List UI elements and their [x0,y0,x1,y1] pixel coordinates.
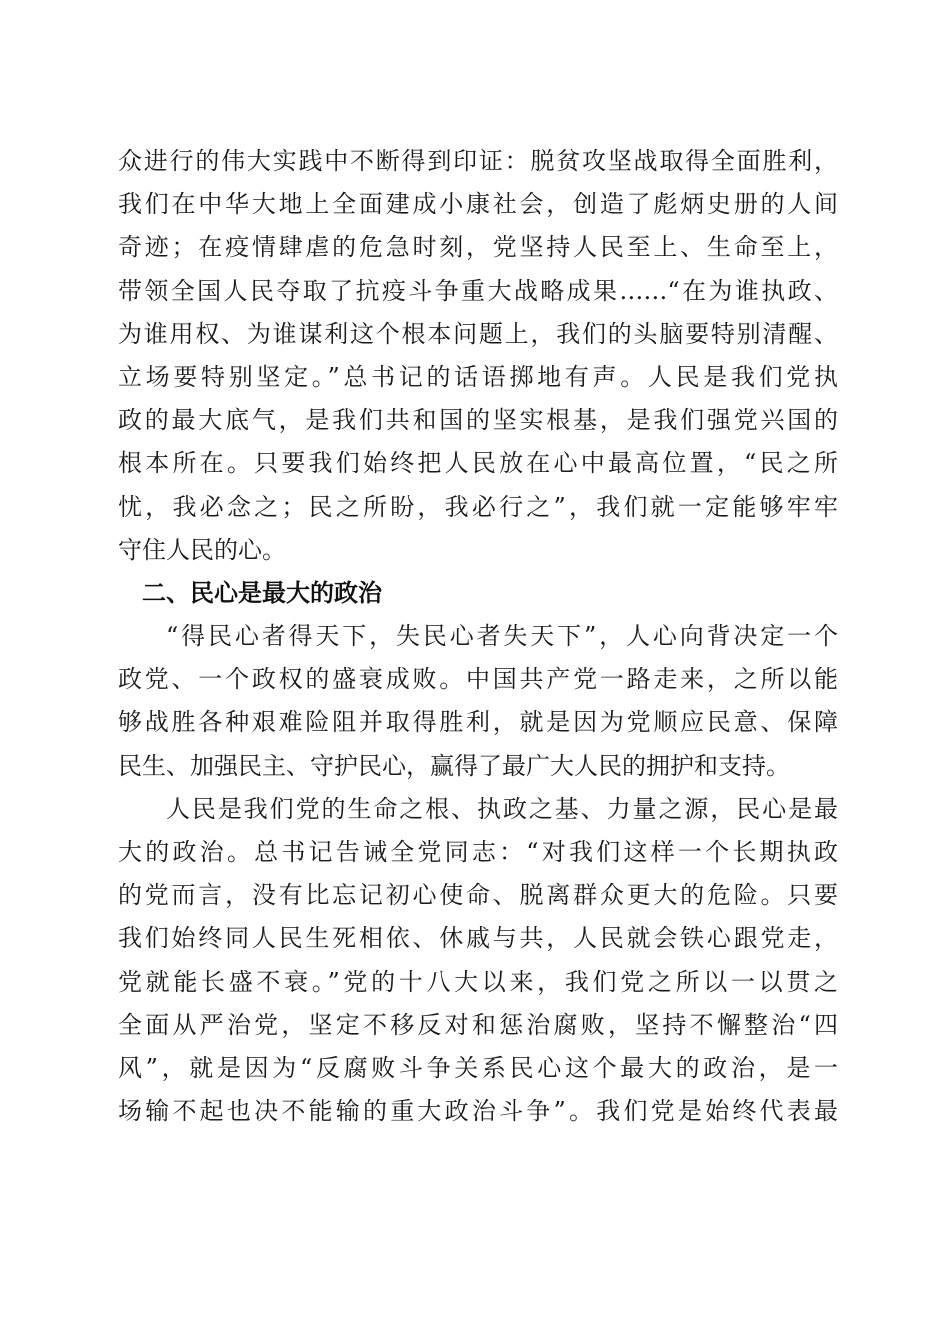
text-line: 立场要特别坚定。”总书记的话语掷地有声。人民是我们党执 [118,362,838,391]
text-line: 我们始终同人民生死相依、休戚与共，人民就会铁心跟党走， [118,924,838,953]
text-line: 带领全国人民夺取了抗疫斗争重大战略成果……“在为谁执政、 [118,276,838,305]
text-line: 场输不起也决不能输的重大政治斗争”。我们党是始终代表最 [118,1097,838,1126]
text-line: 政党、一个政权的盛衰成败。中国共产党一路走来，之所以能 [118,665,838,694]
text-line: 民生、加强民主、守护民心，赢得了最广大人民的拥护和支持。 [118,751,790,780]
paragraph-2 [118,615,838,788]
text-line: 众进行的伟大实践中不断得到印证：脱贫攻坚战取得全面胜利， [118,147,838,175]
text-line: “得民心者得天下，失民心者失天下”，人心向背决定一个 [166,622,838,651]
text-line: 为谁用权、为谁谋利这个根本问题上，我们的头脑要特别清醒、 [118,319,838,348]
text-line: 政的最大底气，是我们共和国的坚实根基，是我们强党兴国的 [118,406,838,435]
text-line: 全面从严治党，坚定不移反对和惩治腐败，坚持不懈整治“四 [118,1010,838,1039]
text-line: 忧，我必念之；民之所盼，我必行之”，我们就一定能够牢牢 [118,492,838,521]
text-line: 人民是我们党的生命之根、执政之基、力量之源，民心是最 [166,794,838,823]
text-line: 的党而言，没有比忘记初心使命、脱离群众更大的危险。只要 [118,881,838,910]
text-line: 够战胜各种艰难险阻并取得胜利，就是因为党顺应民意、保障 [118,708,838,737]
section-heading: 二、民心是最大的政治 [142,578,382,607]
paragraph-1 [118,140,838,572]
text-line: 大的政治。总书记告诫全党同志：“对我们这样一个长期执政 [118,838,838,866]
paragraph-3 [118,788,838,1134]
text-line: 守住人民的心。 [118,535,286,564]
text-line: 奇迹；在疫情肆虐的危急时刻，党坚持人民至上、生命至上， [118,233,838,262]
text-line: 我们在中华大地上全面建成小康社会，创造了彪炳史册的人间 [118,190,838,219]
document-body [118,140,838,1133]
text-line: 风”，就是因为“反腐败斗争关系民心这个最大的政治，是一 [118,1053,838,1082]
text-line: 党就能长盛不衰。”党的十八大以来，我们党之所以一以贯之 [118,967,838,996]
text-line: 根本所在。只要我们始终把人民放在心中最高位置，“民之所 [118,449,838,478]
